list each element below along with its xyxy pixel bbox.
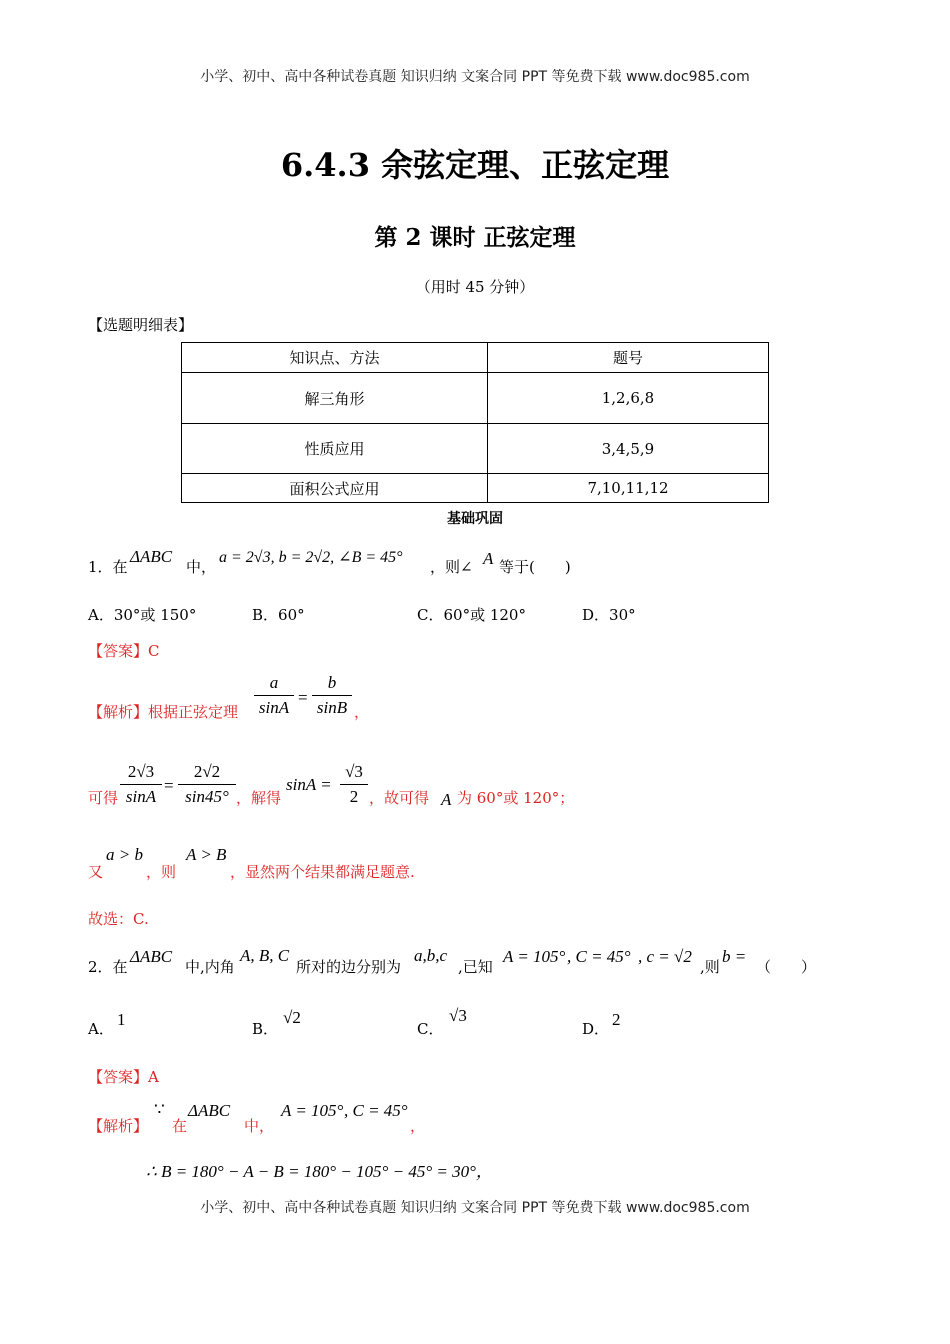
q1-you: 又 [88,863,104,881]
q1-kede: 可得 [88,789,119,807]
page-header: 小学、初中、高中各种试卷真题 知识归纳 文案合同 PPT 等免费下载 www.doc985.com [200,69,750,85]
table-cell: 解三角形 [182,373,488,424]
q1-answer: 【答案】C [88,642,160,660]
table-header-topic: 知识点、方法 [182,343,488,373]
q1-A-gt-B: A > B [186,845,227,864]
q2-option-b-label: B． [252,1020,279,1038]
q2-triangle: ΔABC [130,947,173,966]
q1-fraction-root3-2: √3 2 [340,762,368,807]
q1-condition: a = 2√3, b = 2√2, ∠B = 45° [219,549,403,566]
q2-zhong: 中， [244,1117,275,1135]
q2-zai: 在 [172,1117,188,1135]
q2-option-d-label: D． [582,1020,610,1038]
q2-number: 2．在 [88,958,128,976]
table-cell: 面积公式应用 [182,474,488,503]
table-cell: 性质应用 [182,424,488,474]
q2-option-a-value: 1 [117,1010,126,1029]
q1-zhong: 中， [186,558,217,576]
q1-a-gt-b: a > b [106,845,143,864]
q2-yizhi: ,已知 [458,958,493,976]
q2-because: ∵ [154,1100,165,1119]
q1-option-d: D．30° [582,606,636,624]
q2-A105: A = 105° [503,947,566,966]
time-note: （用时 45 分钟） [415,278,535,296]
q2-answer: 【答案】A [88,1068,159,1086]
q2-ze: ,则 [700,958,720,976]
table-label: 【选题明细表】 [88,316,194,334]
q2-option-d-value: 2 [612,1010,621,1029]
q2-option-b-value: √2 [283,1008,301,1027]
q1-option-b: B．60° [252,606,305,624]
q2-triangle-2: ΔABC [188,1101,231,1120]
q2-C45: , C = 45° [567,947,631,966]
q2-option-c-value: √3 [449,1006,467,1025]
q1-ze: ，则∠ [430,558,473,576]
page-subtitle: 第 2 课时 正弦定理 [374,224,576,251]
q1-fraction-2root2: 2√2 sin45° [178,762,236,807]
q2-sides: a,b,c [414,946,448,965]
q1-guke: ，故可得 [369,789,430,807]
q2-option-a-label: A． [88,1020,114,1038]
q1-analysis-label: 【解析】根据正弦定理 [88,703,239,721]
q2-paren: （ ） [756,958,817,976]
section-heading: 基础巩固 [447,511,503,527]
q2-A105-b: A = 105° [281,1101,344,1120]
q2-C45-b: , C = 45° [344,1101,408,1120]
q1-question: 等于( ) [499,558,571,576]
table-header-numbers: 题号 [488,343,769,373]
q1-conclusion: ，显然两个结果都满足题意. [230,863,415,881]
page-footer: 小学、初中、高中各种试卷真题 知识归纳 文案合同 PPT 等免费下载 www.doc985.com [200,1200,750,1216]
q1-angle-A: A [483,549,494,568]
q1-choice: 故选：C. [88,910,149,928]
q1-ze2: ，则 [146,863,177,881]
q1-equals-2: = [164,776,174,795]
selection-table [181,342,769,503]
q1-comma: ， [354,703,370,721]
q2-angles: A, B, C [240,946,290,965]
table-cell: 7,10,11,12 [488,474,769,503]
q1-option-c: C．60°或 120° [417,606,526,624]
q2-b-eq: b = [722,947,747,966]
table-cell: 1,2,6,8 [488,373,769,424]
q2-option-c-label: C． [417,1020,444,1038]
q1-fraction-b-sinB: b sinB [312,673,352,718]
q1-equals: = [298,688,308,707]
q1-option-a: A．30°或 150° [88,606,197,624]
q2-neijiao: 中,内角 [185,958,235,976]
q1-A-var: A [441,790,452,809]
q2-suodui: 所对的边分别为 [296,958,402,976]
q2-c-eq: , c = √2 [638,947,692,966]
q1-triangle: ΔABC [130,547,173,566]
page-title: 6.4.3 余弦定理、正弦定理 [280,146,670,184]
q1-jiede: ，解得 [236,789,282,807]
q1-number: 1．在 [88,558,128,576]
q2-analysis-label: 【解析】 [88,1117,149,1135]
q2-therefore-line: ∴ B = 180° − A − B = 180° − 105° − 45° = 30°， [146,1162,493,1181]
q2-end-comma: ， [410,1117,426,1135]
table-cell: 3,4,5,9 [488,424,769,474]
q1-sinA-eq: sinA = [286,775,332,794]
q1-fraction-a-sinA: a sinA [254,673,294,718]
q1-result: 为 60°或 120°； [457,789,575,807]
q1-fraction-2root3: 2√3 sinA [120,762,162,807]
